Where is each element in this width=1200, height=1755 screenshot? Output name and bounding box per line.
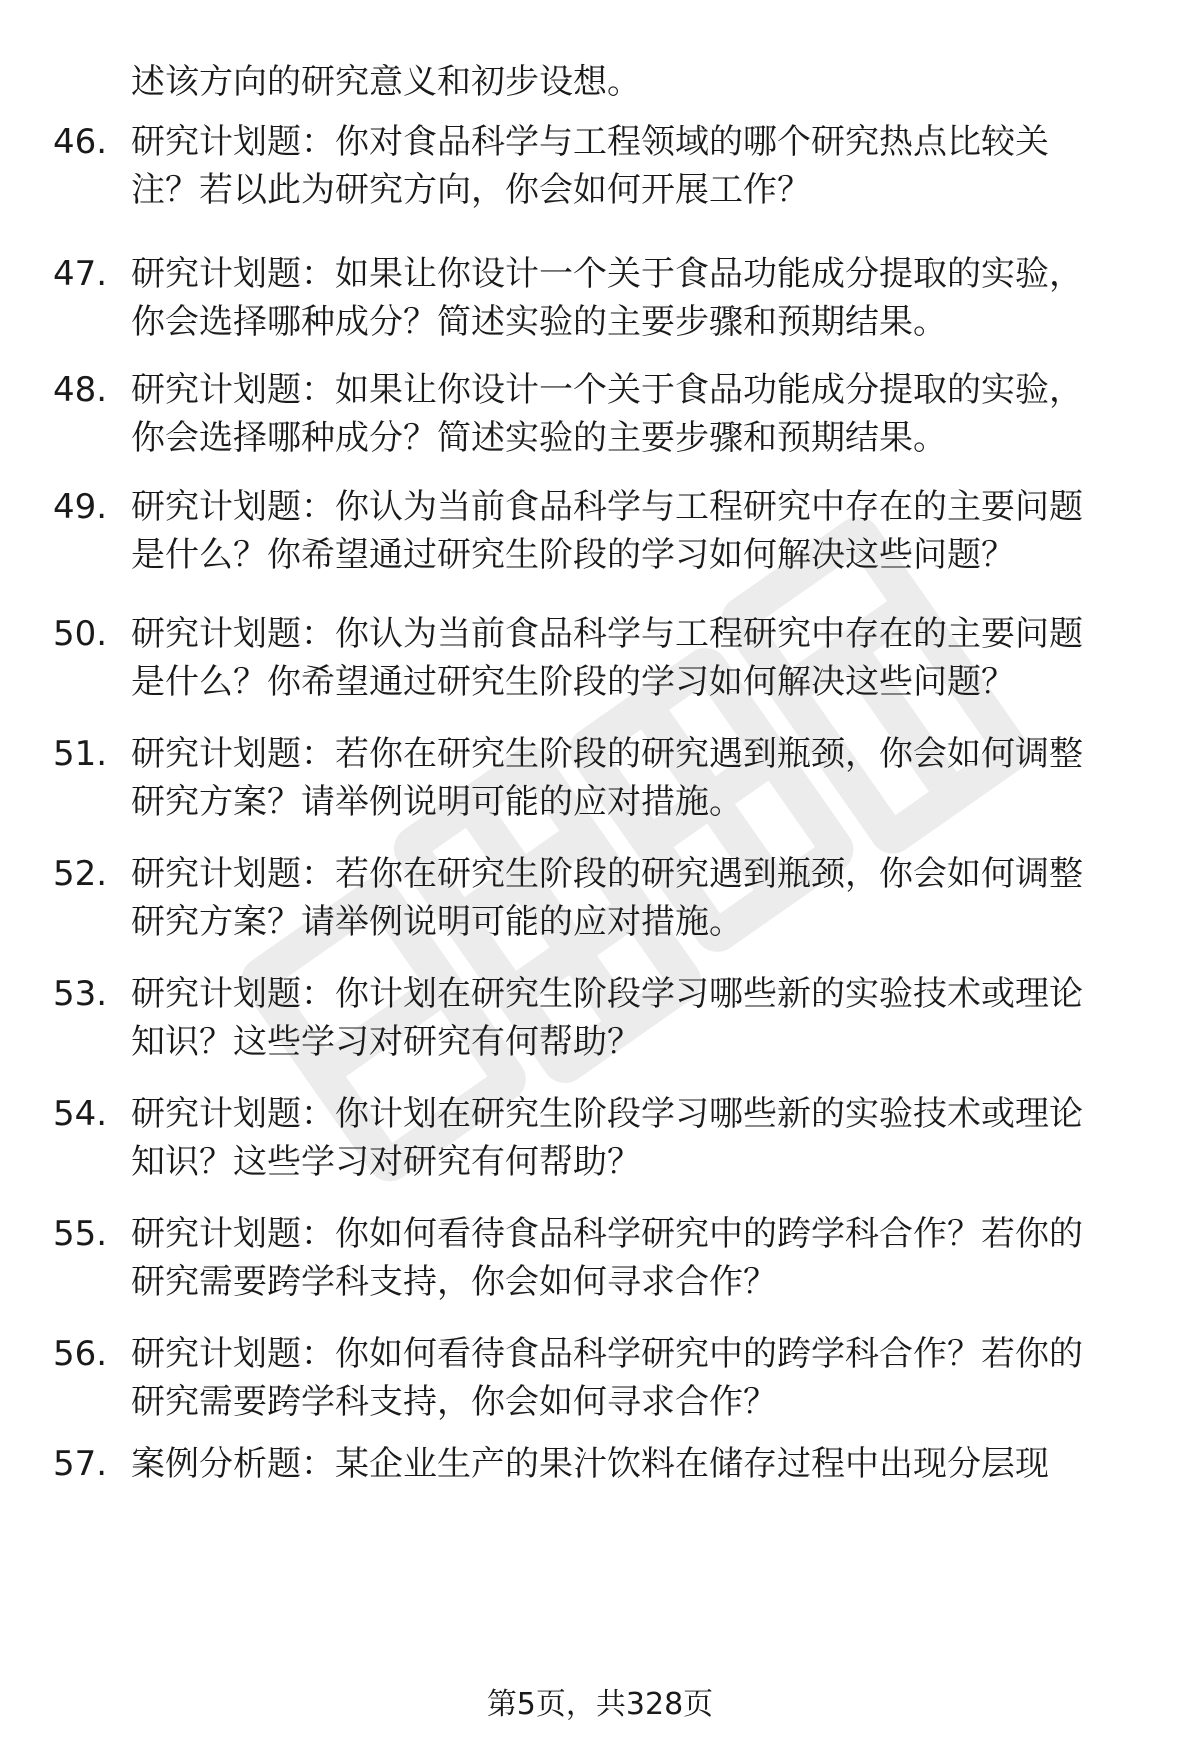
question-text-line: 研究方案？请举例说明可能的应对措施。 <box>131 902 743 942</box>
question-number: 47. <box>53 254 108 294</box>
question-text-line: 研究方案？请举例说明可能的应对措施。 <box>131 782 743 822</box>
question-text <box>131 118 1141 214</box>
question-text-line: 是什么？你希望通过研究生阶段的学习如何解决这些问题？ <box>131 662 1015 702</box>
question-text-line: 你会选择哪种成分？简述实验的主要步骤和预期结果。 <box>131 418 947 458</box>
question-text <box>131 850 1141 946</box>
question-number: 56. <box>53 1334 108 1374</box>
question-number: 51. <box>53 734 108 774</box>
question-number: 53. <box>53 974 108 1014</box>
question-text-line: 研究计划题：若你在研究生阶段的研究遇到瓶颈，你会如何调整 <box>131 734 1083 774</box>
question-text-line: 研究计划题：如果让你设计一个关于食品功能成分提取的实验， <box>131 370 1083 410</box>
question-number: 49. <box>53 487 108 527</box>
question-text-line: 研究计划题：你计划在研究生阶段学习哪些新的实验技术或理论 <box>131 974 1083 1014</box>
question-number: 57. <box>53 1444 108 1484</box>
question-text <box>131 1210 1141 1306</box>
continued-question-text: 述该方向的研究意义和初步设想。 <box>131 62 641 102</box>
question-number: 55. <box>53 1214 108 1254</box>
question-text <box>131 250 1141 346</box>
question-text-line: 是什么？你希望通过研究生阶段的学习如何解决这些问题？ <box>131 535 1015 575</box>
question-number: 52. <box>53 854 108 894</box>
question-text-line: 知识？这些学习对研究有何帮助？ <box>131 1142 641 1182</box>
question-number: 48. <box>53 370 108 410</box>
question-text <box>131 970 1141 1066</box>
question-text <box>131 1440 1141 1488</box>
question-text-line: 注？若以此为研究方向，你会如何开展工作？ <box>131 170 811 210</box>
question-number: 46. <box>53 122 108 162</box>
question-text <box>131 366 1141 462</box>
question-text-line: 研究需要跨学科支持，你会如何寻求合作？ <box>131 1382 777 1422</box>
question-text <box>131 1330 1141 1426</box>
question-text-line: 研究计划题：你如何看待食品科学研究中的跨学科合作？若你的 <box>131 1214 1083 1254</box>
question-text-line: 研究计划题：你认为当前食品科学与工程研究中存在的主要问题 <box>131 487 1083 527</box>
question-text-line: 研究计划题：若你在研究生阶段的研究遇到瓶颈，你会如何调整 <box>131 854 1083 894</box>
question-text-line: 你会选择哪种成分？简述实验的主要步骤和预期结果。 <box>131 302 947 342</box>
question-text-line: 研究需要跨学科支持，你会如何寻求合作？ <box>131 1262 777 1302</box>
question-text-line: 研究计划题：你如何看待食品科学研究中的跨学科合作？若你的 <box>131 1334 1083 1374</box>
question-text <box>131 610 1141 706</box>
question-text-line: 研究计划题：你对食品科学与工程领域的哪个研究热点比较关 <box>131 122 1049 162</box>
question-text <box>131 483 1141 579</box>
question-text-line: 研究计划题：如果让你设计一个关于食品功能成分提取的实验， <box>131 254 1083 294</box>
page-number-footer: 第5页，共328页 <box>486 1687 714 1722</box>
question-text-line: 案例分析题：某企业生产的果汁饮料在储存过程中出现分层现 <box>131 1444 1049 1484</box>
question-text <box>131 730 1141 826</box>
question-number: 50. <box>53 614 108 654</box>
question-text-line: 研究计划题：你认为当前食品科学与工程研究中存在的主要问题 <box>131 614 1083 654</box>
question-text-line: 知识？这些学习对研究有何帮助？ <box>131 1022 641 1062</box>
question-text <box>131 1090 1141 1186</box>
question-number: 54. <box>53 1094 108 1134</box>
question-text-line: 研究计划题：你计划在研究生阶段学习哪些新的实验技术或理论 <box>131 1094 1083 1134</box>
